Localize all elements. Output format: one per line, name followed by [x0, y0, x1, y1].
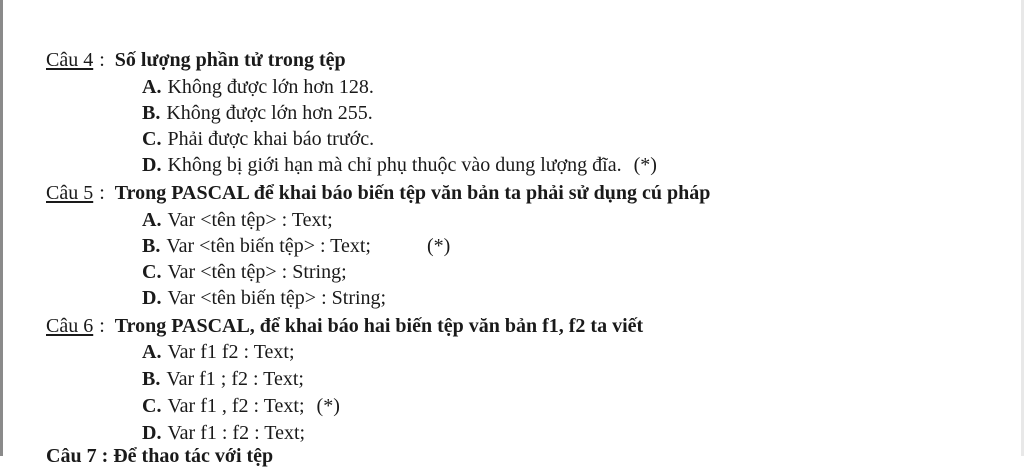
question-4-heading	[46, 48, 346, 72]
answer-mark: (*)	[426, 235, 451, 257]
question-6-heading	[46, 314, 643, 338]
option-text: Var <tên tệp> : String;	[167, 261, 347, 283]
question-5-option-a	[142, 208, 333, 232]
option-letter: A.	[142, 341, 162, 363]
question-7-partial-heading: Câu 7 : Để thao tác với tệp	[46, 445, 274, 467]
option-text: Không bị giới hạn mà chỉ phụ thuộc vào dung lượng đĩa.	[167, 154, 622, 176]
option-letter: C.	[142, 128, 162, 150]
answer-mark: (*)	[316, 395, 340, 417]
option-text: Var f1 : f2 : Text;	[167, 422, 306, 444]
option-letter: B.	[142, 235, 161, 257]
question-4-text: Số lượng phần tử trong tệp	[114, 49, 346, 71]
question-5-heading	[46, 181, 710, 205]
question-5-option-d	[142, 286, 386, 310]
option-text: Var <tên biến tệp> : String;	[167, 287, 387, 309]
option-letter: C.	[142, 395, 162, 417]
question-4-option-d	[142, 153, 657, 177]
question-5-option-c	[142, 260, 347, 284]
option-letter: A.	[142, 76, 162, 98]
question-6-option-b	[142, 367, 304, 391]
option-letter: B.	[142, 102, 161, 124]
option-text: Var <tên biến tệp> : Text;	[166, 235, 371, 257]
option-text: Var f1 , f2 : Text;	[167, 395, 305, 417]
question-4-label: Câu 4	[46, 49, 94, 71]
option-letter: D.	[142, 422, 162, 444]
option-text: Var f1 ; f2 : Text;	[166, 368, 304, 390]
option-letter: D.	[142, 287, 162, 309]
option-letter: D.	[142, 154, 162, 176]
option-letter: C.	[142, 261, 162, 283]
answer-mark: (*)	[633, 154, 657, 176]
question-6-label: Câu 6	[46, 315, 94, 337]
option-text: Phải được khai báo trước.	[167, 128, 375, 150]
option-text: Var f1 f2 : Text;	[167, 341, 295, 363]
option-text: Var <tên tệp> : Text;	[167, 209, 333, 231]
question-4-option-a	[142, 75, 374, 99]
question-6-option-a	[142, 340, 295, 364]
question-6-option-c	[142, 394, 340, 418]
question-4-option-c	[142, 127, 374, 151]
question-5-label: Câu 5	[46, 182, 94, 204]
option-letter: B.	[142, 368, 161, 390]
option-text: Không được lớn hơn 128.	[167, 76, 374, 98]
question-4-option-b	[142, 101, 373, 125]
option-text: Không được lớn hơn 255.	[166, 102, 373, 124]
question-6-option-d	[142, 421, 305, 445]
question-5-option-b	[142, 234, 450, 258]
question-5-separator: :	[99, 182, 105, 204]
question-6-text: Trong PASCAL, để khai báo hai biến tệp văn bản f1, f2 ta viết	[114, 315, 644, 337]
question-4-separator: :	[99, 49, 105, 71]
option-letter: A.	[142, 209, 162, 231]
question-6-separator: :	[99, 315, 105, 337]
question-5-text: Trong PASCAL để khai báo biến tệp văn bản ta phải sử dụng cú pháp	[114, 182, 711, 204]
